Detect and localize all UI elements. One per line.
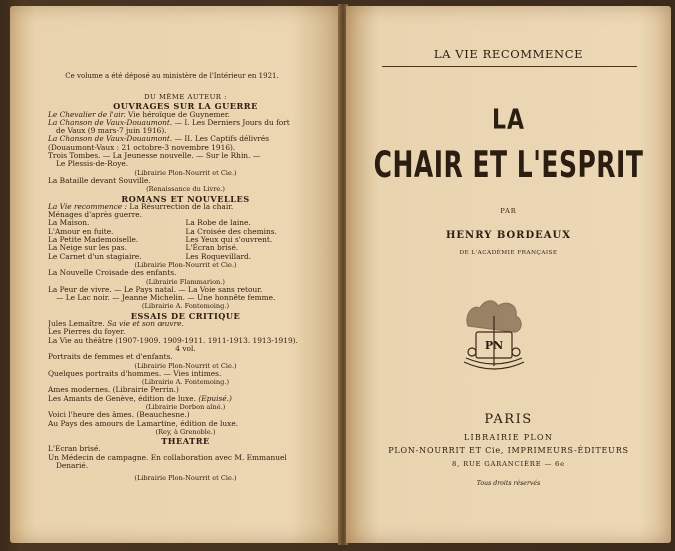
publisher-note: (Librairie Plon-Nourrit et Cie.) (134, 168, 237, 177)
imprint-address: 8, RUE GARANCIÈRE — 6e (452, 460, 565, 468)
work-title: — I. Les Derniers Jours du fort (172, 118, 290, 127)
list-item: Le Plessis-de-Roye. (56, 160, 129, 169)
work-title: — II. Les Captifs délivrés (172, 135, 270, 144)
imprint-library: LIBRAIRIE PLON (463, 433, 554, 442)
list-item (48, 119, 323, 127)
depot-note: Ce volume a été déposé au ministère de l'Intérieur en 1921. (65, 72, 279, 80)
du-meme-auteur: DU MÊME AUTEUR : (144, 93, 227, 101)
work-status: (Épuisé.) (198, 394, 232, 403)
imprint-city: PARIS (484, 412, 533, 427)
list-item (48, 320, 323, 328)
work-title: La Chanson de Vaux-Douaumont. (48, 118, 173, 127)
list-item (48, 203, 323, 211)
work-title: L'Amour en fuite. (48, 226, 114, 236)
svg-text:PN: PN (484, 339, 504, 352)
list-item: Ames modernes. (Librairie Perrin.) (48, 386, 179, 395)
work-title: Jules Lemaître. (48, 320, 105, 329)
series-rule (382, 66, 637, 67)
publisher-note: (Librairie Plon-Nourrit et Cie.) (134, 260, 237, 269)
list-item: Denarié. (56, 462, 89, 471)
list-item: (Douaumont-Vaux : 21 octobre-3 novembre 1916). (48, 143, 236, 152)
list-item: — Le Lac noir. — Jeanne Michelin. — Une honnête femme. (56, 294, 276, 303)
list-item: Quelques portraits d'hommes. — Vies intimes. (48, 369, 222, 378)
list-item: Les Pierres du foyer. (48, 328, 126, 337)
publisher-note: (Librairie Flammarion.) (146, 277, 225, 286)
list-item (48, 111, 323, 119)
rights-notice: Tous droits réservés (476, 480, 541, 487)
list-item: 4 vol. (175, 344, 196, 353)
work-title: Le Carnet d'un stagiaire. (48, 251, 142, 261)
work-title: La Maison. (48, 218, 90, 228)
list-item: La Bataille devant Souville. (48, 176, 151, 185)
work-title: La Résurrection de la chair. (126, 202, 234, 211)
critique-heading: ESSAIS DE CRITIQUE (130, 310, 241, 321)
publisher-emblem-icon (458, 296, 530, 374)
list-item (48, 395, 323, 403)
list-item: Trois Tombes. — La Jeunesse nouvelle. — Sur le Rhin. — (48, 152, 261, 161)
list-item: Au Pays des amours de Lamartine, édition de luxe. (48, 419, 239, 428)
publisher-note: (Librairie Plon-Nourrit et Cie.) (134, 474, 237, 483)
work-title: La Croisée des chemins. (185, 226, 277, 236)
work-title: Les Amants de Genève, édition de luxe. (48, 394, 199, 403)
theatre-heading: THEATRE (161, 436, 210, 447)
list-item: La Nouvelle Croisade des enfants. (48, 269, 177, 278)
work-title: La Petite Mademoiselle. (48, 235, 139, 245)
publisher-note: (Rey, à Grenoble.) (155, 427, 216, 436)
publisher-note: (Librairie A. Fontemoing.) (141, 378, 230, 387)
author-affiliation: DE L'ACADÉMIE FRANÇAISE (459, 250, 558, 256)
work-title: Les Yeux qui s'ouvrent. (185, 235, 273, 245)
list-item (48, 135, 323, 143)
work-title: La Chanson de Vaux-Douaumont. (48, 135, 173, 144)
work-title: Les Roquevillard. (185, 251, 252, 261)
publisher-note: (Librairie A. Fontemoing.) (141, 302, 230, 311)
list-item: de Vaux (9 mars-7 juin 1916). (56, 127, 167, 136)
list-item: La Peur de vivre. — Le Pays natal. — La Voie sans retour. (48, 285, 263, 294)
work-title: Le Chevalier de l'air. (48, 110, 126, 119)
list-item: Ménages d'après guerre. (48, 211, 142, 220)
by-line: PAR (500, 207, 517, 215)
work-title: La Neige sur les pas. (48, 243, 127, 253)
list-item (48, 253, 323, 261)
list-item: La Vie au théâtre (1907-1909. 1909-1911. 1911-1913. 1913-1919). (48, 336, 298, 345)
list-item: L'Écran brisé. (48, 445, 101, 454)
work-title: La Vie recommence : (48, 202, 127, 211)
series-title: LA VIE RECOMMENCE (433, 47, 584, 61)
book-title: CHAIR ET L'ESPRIT (373, 143, 644, 186)
list-item: Un Médecin de campagne. En collaboration avec M. Emmanuel (48, 453, 287, 462)
title-article: LA (491, 104, 526, 137)
publisher-note: (Renaissance du Livre.) (146, 185, 225, 194)
imprint-publisher: PLON-NOURRIT ET Cie, IMPRIMEURS-ÉDITEURS (388, 446, 629, 455)
romans-heading: ROMANS ET NOUVELLES (121, 193, 250, 204)
guerre-heading: OUVRAGES SUR LA GUERRE (113, 101, 258, 112)
author-name: HENRY BORDEAUX (445, 230, 572, 241)
work-title: Vie héroïque de Guynemer. (125, 110, 230, 119)
publisher-note: (Librairie Dorbon aîné.) (145, 402, 226, 411)
bibliography (48, 93, 323, 483)
work-title: La Robe de laine. (185, 218, 251, 228)
list-item: Voici l'heure des âmes. (Beauchesne.) (48, 411, 190, 420)
list-item: Portraits de femmes et d'enfants. (48, 353, 173, 362)
work-subtitle: Sa vie et son œuvre. (104, 320, 184, 329)
work-title: L'Écran brisé. (185, 243, 239, 253)
publisher-note: (Librairie Plon-Nourrit et Cie.) (134, 361, 237, 370)
